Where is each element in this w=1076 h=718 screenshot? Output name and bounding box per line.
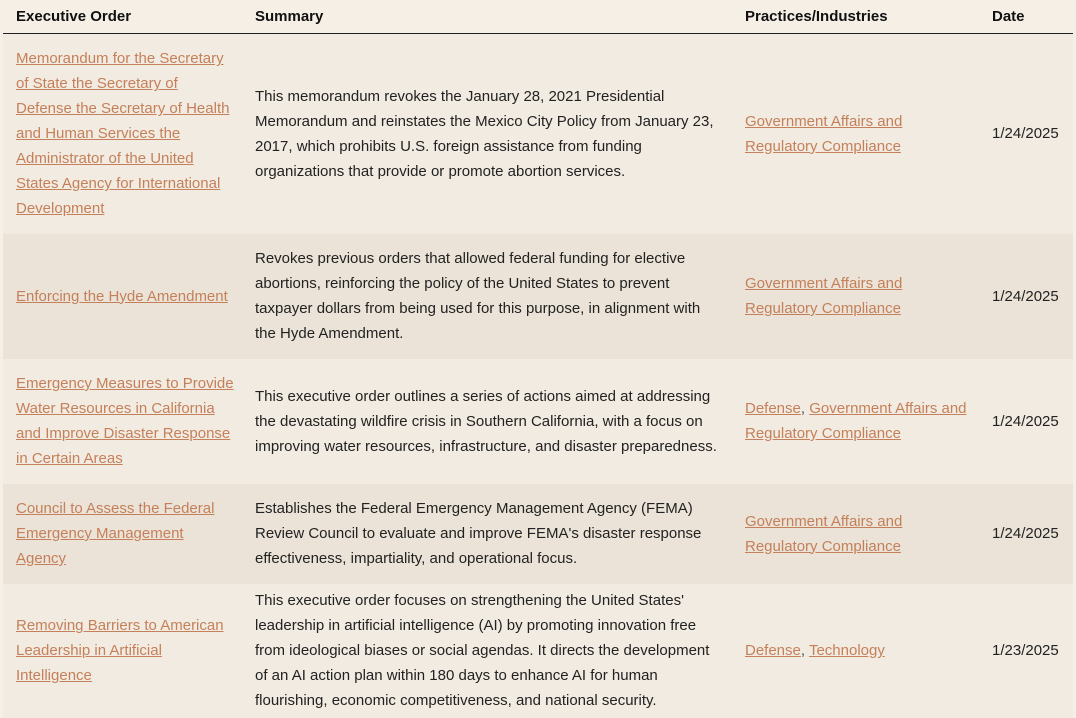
order-title-link[interactable]: Emergency Measures to Provide Water Resources in California and Improve Disaster Response in Certain Areas xyxy=(16,375,234,467)
column-header-date: Date xyxy=(979,0,1073,34)
practices-cell xyxy=(732,34,979,234)
order-title-cell xyxy=(3,584,242,718)
summary-cell xyxy=(242,234,732,359)
summary-cell xyxy=(242,584,732,718)
date-cell: 1/24/2025 xyxy=(979,234,1073,359)
date-cell: 1/23/2025 xyxy=(979,584,1073,718)
column-header-summary: Summary xyxy=(242,0,732,34)
table-row xyxy=(3,234,1073,359)
order-title-cell xyxy=(3,359,242,484)
order-title-cell xyxy=(3,34,242,234)
date-cell: 1/24/2025 xyxy=(979,484,1073,584)
executive-orders-table xyxy=(3,0,1073,718)
practice-link[interactable]: Technology xyxy=(808,642,885,659)
summary-cell xyxy=(242,34,732,234)
practices-cell: Defense, Government Affairs and Regulatory Compliance xyxy=(732,359,979,484)
summary-cell xyxy=(242,484,732,584)
order-title-link[interactable]: Council to Assess the Federal Emergency Management Agency xyxy=(16,500,215,567)
table-row xyxy=(3,484,1073,584)
table-header-row xyxy=(3,0,1073,34)
practice-link[interactable]: Government Affairs and Regulatory Compliance xyxy=(745,512,903,555)
column-header-executive-order: Executive Order xyxy=(3,0,242,34)
table-row xyxy=(3,584,1073,718)
practice-link[interactable]: Defense xyxy=(745,400,801,417)
summary-text: This executive order focuses on strengthening the United States' leadership in artificial intelligence (AI) by promoting innovation free from ideological biases or social agendas. It directs the development of an AI action plan within 180 days to enhance AI for human flourishing, economic competitiveness, and national security. xyxy=(255,592,710,709)
practices-cell: Defense, Technology xyxy=(732,584,979,718)
practice-link[interactable]: Defense xyxy=(745,642,801,659)
table-row xyxy=(3,359,1073,484)
summary-text: This executive order outlines a series of actions aimed at addressing the devastating wildfire crisis in Southern California, with a focus on improving water resources, infrastructure, and disaster preparedness. xyxy=(255,387,717,455)
order-title-link[interactable]: Enforcing the Hyde Amendment xyxy=(16,287,228,305)
column-header-practices: Practices/Industries xyxy=(732,0,979,34)
order-title-link[interactable]: Memorandum for the Secretary of State the Secretary of Defense the Secretary of Health and Human Services the Administrator of the United States Agency for International Development xyxy=(16,50,230,218)
practice-link[interactable]: Government Affairs and Regulatory Compliance xyxy=(745,112,903,155)
practice-link[interactable]: Government Affairs and Regulatory Compliance xyxy=(745,275,903,317)
practices-cell xyxy=(732,234,979,359)
order-title-cell xyxy=(3,484,242,584)
date-cell: 1/24/2025 xyxy=(979,359,1073,484)
summary-text: Establishes the Federal Emergency Management Agency (FEMA) Review Council to evaluate and improve FEMA's disaster response effectiveness, impartiality, and operational focus. xyxy=(255,500,702,567)
summary-text: This memorandum revokes the January 28, 2021 Presidential Memorandum and reinstates the Mexico City Policy from January 23, 2017, which prohibits U.S. foreign assistance from funding organizations that provide or promote abortion services. xyxy=(255,87,714,180)
summary-text: Revokes previous orders that allowed federal funding for elective abortions, reinforcing the policy of the United States to prevent taxpayer dollars from being used for this purpose, in alignment with the Hyde Amendment. xyxy=(255,250,701,342)
summary-cell xyxy=(242,359,732,484)
order-title-link[interactable]: Removing Barriers to American Leadership in Artificial Intelligence xyxy=(16,617,224,684)
table-row xyxy=(3,34,1073,234)
practices-cell xyxy=(732,484,979,584)
order-title-cell xyxy=(3,234,242,359)
practice-link[interactable]: Government Affairs and Regulatory Compliance xyxy=(745,400,967,442)
date-cell: 1/24/2025 xyxy=(979,34,1073,234)
